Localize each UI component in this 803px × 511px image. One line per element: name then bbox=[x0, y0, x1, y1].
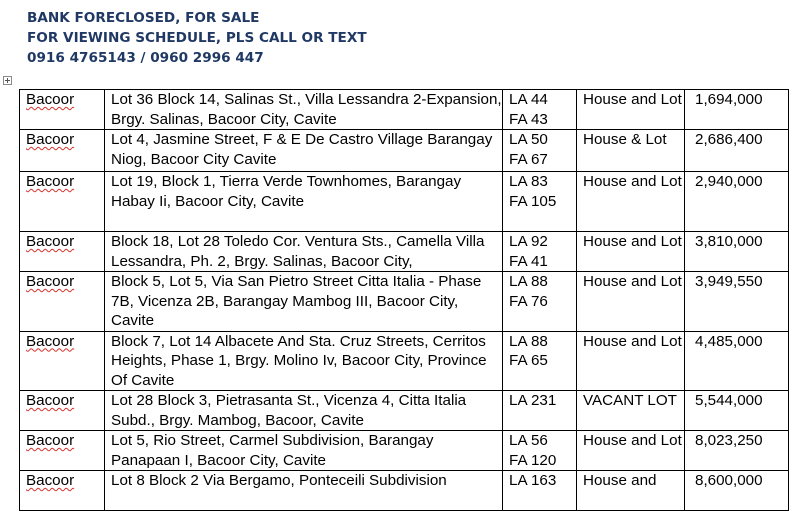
type-cell: House and Lot bbox=[577, 172, 685, 232]
fa-code: FA 65 bbox=[509, 352, 548, 369]
table-move-handle-icon[interactable] bbox=[3, 76, 12, 85]
type-cell: House & Lot bbox=[577, 130, 685, 172]
address-cell: Lot 8 Block 2 Via Bergamo, Ponteceili Subdivision bbox=[105, 471, 503, 511]
table-row bbox=[20, 471, 789, 511]
la-code: LA 56 bbox=[509, 432, 548, 449]
address-cell: Block 5, Lot 5, Via San Pietro Street Citta Italia - Phase 7B, Vicenza 2B, Barangay Mambog III, Bacoor City, Cavite bbox=[105, 272, 503, 332]
code-cell bbox=[503, 431, 577, 471]
city-cell: Bacoor bbox=[26, 472, 75, 489]
code-cell bbox=[503, 90, 577, 130]
table-row bbox=[20, 90, 789, 130]
city-cell: Bacoor bbox=[26, 233, 75, 250]
fa-code: FA 41 bbox=[509, 252, 548, 270]
address-cell: Lot 36 Block 14, Salinas St., Villa Lessandra 2-Expansion, Brgy. Salinas, Bacoor City, Cavite bbox=[105, 90, 503, 130]
la-code: LA 44 bbox=[509, 91, 548, 108]
city-cell: Bacoor bbox=[26, 392, 75, 409]
type-cell: House and Lot bbox=[577, 331, 685, 391]
address-cell: Lot 5, Rio Street, Carmel Subdivision, Barangay Panapaan I, Bacoor City, Cavite bbox=[105, 431, 503, 471]
code-cell bbox=[503, 272, 577, 332]
property-table bbox=[19, 89, 789, 511]
address-cell: Block 7, Lot 14 Albacete And Sta. Cruz Streets, Cerritos Heights, Phase 1, Brgy. Molino Iv, Bacoor City, Province Of Cavite bbox=[105, 331, 503, 391]
table-row bbox=[20, 272, 789, 332]
price-cell: 4,485,000 bbox=[685, 331, 789, 391]
type-cell: House and Lot bbox=[577, 232, 685, 272]
fa-code: FA 105 bbox=[509, 192, 557, 210]
price-cell: 8,023,250 bbox=[685, 431, 789, 471]
header-title: BANK FORECLOSED, FOR SALE bbox=[27, 10, 260, 26]
city-cell: Bacoor bbox=[26, 91, 75, 108]
price-cell: 5,544,000 bbox=[685, 391, 789, 431]
header-phone-numbers: 0916 4765143 / 0960 2996 447 bbox=[27, 50, 264, 66]
code-cell bbox=[503, 471, 577, 511]
la-code: LA 88 bbox=[509, 332, 548, 350]
la-code: LA 163 bbox=[509, 472, 557, 489]
price-cell: 8,600,000 bbox=[685, 471, 789, 511]
address-cell: Lot 19, Block 1, Tierra Verde Townhomes, Barangay Habay Ii, Bacoor City, Cavite bbox=[105, 172, 503, 232]
fa-code: FA 120 bbox=[509, 451, 557, 469]
header-viewing-note: FOR VIEWING SCHEDULE, PLS CALL OR TEXT bbox=[27, 30, 367, 46]
la-code: LA 231 bbox=[509, 392, 557, 409]
city-cell: Bacoor bbox=[26, 273, 75, 290]
address-cell: Lot 28 Block 3, Pietrasanta St., Vicenza 4, Citta Italia Subd., Brgy. Mambog, Bacoor, Cavite bbox=[105, 391, 503, 431]
type-cell: House and Lot bbox=[577, 431, 685, 471]
price-cell: 1,694,000 bbox=[685, 90, 789, 130]
table-row bbox=[20, 391, 789, 431]
fa-code: FA 43 bbox=[509, 110, 548, 128]
type-cell: House and Lot bbox=[577, 272, 685, 332]
table-row bbox=[20, 172, 789, 232]
fa-code: FA 76 bbox=[509, 292, 548, 310]
address-cell: Lot 4, Jasmine Street, F & E De Castro Village Barangay Niog, Bacoor City Cavite bbox=[105, 130, 503, 172]
price-cell: 2,940,000 bbox=[685, 172, 789, 232]
la-code: LA 83 bbox=[509, 173, 548, 190]
address-cell: Block 18, Lot 28 Toledo Cor. Ventura Sts., Camella Villa Lessandra, Ph. 2, Brgy. Salinas, Bacoor City, bbox=[105, 232, 503, 272]
type-cell: House and bbox=[577, 471, 685, 511]
table-row bbox=[20, 331, 789, 391]
code-cell bbox=[503, 331, 577, 391]
type-cell: VACANT LOT bbox=[577, 391, 685, 431]
city-cell: Bacoor bbox=[26, 131, 75, 148]
price-cell: 3,949,550 bbox=[685, 272, 789, 332]
city-cell: Bacoor bbox=[26, 332, 75, 350]
listing-header bbox=[27, 8, 367, 68]
code-cell bbox=[503, 391, 577, 431]
la-code: LA 92 bbox=[509, 233, 548, 250]
type-cell: House and Lot bbox=[577, 90, 685, 130]
fa-code: FA 67 bbox=[509, 150, 548, 168]
la-code: LA 88 bbox=[509, 273, 548, 290]
price-cell: 3,810,000 bbox=[685, 232, 789, 272]
price-cell: 2,686,400 bbox=[685, 130, 789, 172]
city-cell: Bacoor bbox=[26, 173, 75, 190]
table-row bbox=[20, 431, 789, 471]
code-cell bbox=[503, 172, 577, 232]
table-row bbox=[20, 232, 789, 272]
code-cell bbox=[503, 232, 577, 272]
city-cell: Bacoor bbox=[26, 432, 75, 449]
table-row bbox=[20, 130, 789, 172]
la-code: LA 50 bbox=[509, 131, 548, 148]
code-cell bbox=[503, 130, 577, 172]
